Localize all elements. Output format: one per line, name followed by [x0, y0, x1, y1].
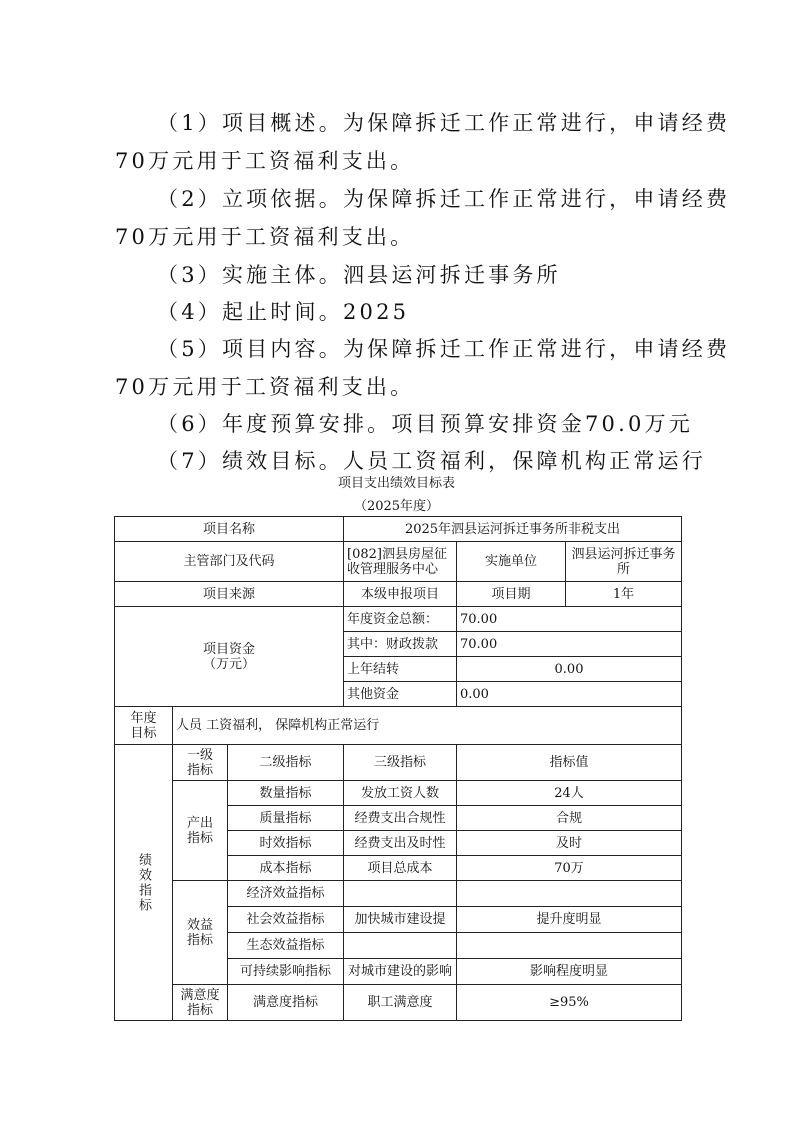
level3-cell: 职工满意度 — [344, 985, 457, 1021]
project-name-label: 项目名称 — [115, 517, 344, 542]
value-cell — [457, 881, 682, 907]
output-label — [173, 781, 228, 881]
dept-label: 主管部门及代码 — [115, 542, 344, 582]
impl-unit-label: 实施单位 — [457, 542, 566, 582]
funds-other-value: 0.00 — [457, 682, 682, 707]
paragraph: 70万元用于工资福利支出。 — [115, 149, 415, 173]
benefit-label — [173, 881, 228, 985]
header-level3: 三级指标 — [344, 745, 457, 781]
table-year: （2025年度） — [353, 499, 440, 514]
dept-value: [082]泗县房屋征收管理服务中心 — [344, 542, 457, 582]
level2-cell: 社会效益指标 — [228, 907, 344, 933]
value-cell: 影响程度明显 — [457, 959, 682, 985]
paragraph: （6）年度预算安排。项目预算安排资金70.0万元 — [157, 412, 693, 436]
level3-cell — [344, 881, 457, 907]
performance-table — [114, 516, 682, 1021]
funds-carry-label: 上年结转 — [344, 657, 457, 682]
level2-cell: 质量指标 — [228, 806, 344, 831]
level3-cell: 对城市建设的影响 — [344, 959, 457, 985]
level3-cell: 加快城市建设提 — [344, 907, 457, 933]
funds-fiscal-label: 其中：财政拨款 — [344, 632, 457, 657]
paragraph: （2）立项依据。为保障拆迁工作正常进行，申请经费 — [157, 187, 731, 211]
level2-cell: 生态效益指标 — [228, 933, 344, 959]
paragraph: （7）绩效目标。人员工资福利，保障机构正常运行 — [157, 449, 706, 473]
period-label: 项目期 — [457, 582, 566, 607]
annual-goal-label — [115, 707, 173, 745]
funds-carry-value: 0.00 — [457, 657, 682, 682]
table-title: 项目支出绩效目标表 — [337, 476, 455, 491]
paragraph: 70万元用于工资福利支出。 — [115, 375, 415, 399]
output-label-text: 产出指标 — [186, 815, 213, 846]
value-cell: 及时 — [457, 831, 682, 856]
funds-label-text: 项目资金（万元） — [202, 641, 255, 672]
value-cell: 合规 — [457, 806, 682, 831]
source-label: 项目来源 — [115, 582, 344, 607]
level2-cell: 经济效益指标 — [228, 881, 344, 907]
period-value: 1年 — [566, 582, 682, 607]
level2-cell: 时效指标 — [228, 831, 344, 856]
header-value: 指标值 — [457, 745, 682, 781]
funds-label — [115, 607, 344, 707]
level2-cell: 数量指标 — [228, 781, 344, 806]
value-cell: ≥95% — [457, 985, 682, 1021]
level2-cell: 满意度指标 — [228, 985, 344, 1021]
satisfaction-label — [173, 985, 228, 1021]
perf-label-text: 绩效指标 — [136, 852, 151, 913]
level3-cell: 发放工资人数 — [344, 781, 457, 806]
level2-cell: 可持续影响指标 — [228, 959, 344, 985]
impl-unit-value: 泗县运河拆迁事务所 — [566, 542, 682, 582]
paragraph: （5）项目内容。为保障拆迁工作正常进行，申请经费 — [157, 337, 731, 361]
value-cell: 提升度明显 — [457, 907, 682, 933]
benefit-label-text: 效益指标 — [186, 917, 213, 948]
value-cell — [457, 933, 682, 959]
header-level1 — [173, 745, 228, 781]
value-cell: 70万 — [457, 856, 682, 881]
header-level1-text: 一级指标 — [186, 747, 213, 778]
header-level2: 二级指标 — [228, 745, 344, 781]
satisfaction-label-text: 满意度指标 — [180, 987, 220, 1018]
paragraph: （4）起止时间。2025 — [157, 300, 410, 324]
level2-cell: 成本指标 — [228, 856, 344, 881]
value-cell: 24人 — [457, 781, 682, 806]
perf-label — [115, 745, 173, 1021]
funds-total-label: 年度资金总额： — [344, 607, 457, 632]
level3-cell: 经费支出及时性 — [344, 831, 457, 856]
funds-other-label: 其他资金 — [344, 682, 457, 707]
source-value: 本级申报项目 — [344, 582, 457, 607]
funds-total-value: 70.00 — [457, 607, 682, 632]
level3-cell — [344, 933, 457, 959]
paragraph: （1）项目概述。为保障拆迁工作正常进行，申请经费 — [157, 111, 731, 135]
paragraph: 70万元用于工资福利支出。 — [115, 225, 415, 249]
level3-cell: 经费支出合规性 — [344, 806, 457, 831]
funds-fiscal-value: 70.00 — [457, 632, 682, 657]
paragraph: （3）实施主体。泗县运河拆迁事务所 — [157, 263, 561, 287]
project-name: 2025年泗县运河拆迁事务所非税支出 — [344, 517, 682, 542]
annual-goal-value: 人员 工资福利， 保障机构正常运行 — [173, 707, 682, 745]
annual-goal-label-text: 年度目标 — [130, 710, 157, 741]
level3-cell: 项目总成本 — [344, 856, 457, 881]
